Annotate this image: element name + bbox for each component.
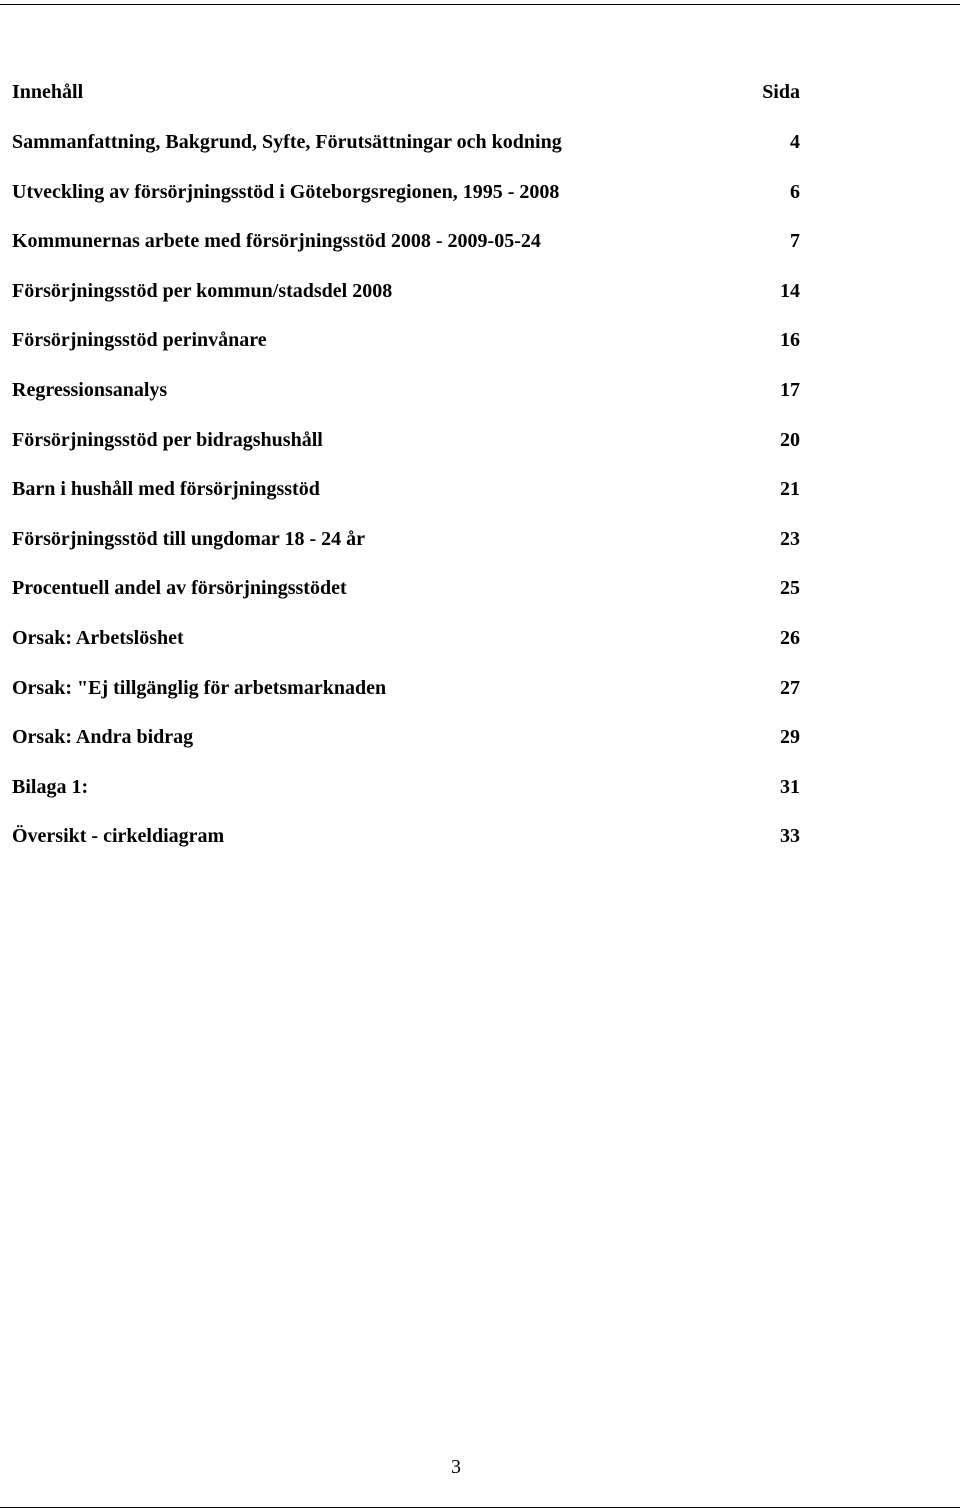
toc-entry[interactable] [12, 276, 800, 326]
toc-entry-title: Utveckling av försörjningsstöd i Göteborgsregionen, 1995 - 2008 [12, 180, 560, 203]
toc-entry-title: Försörjningsstöd per kommun/stadsdel 2008 [12, 279, 393, 302]
toc-entry-title: Försörjningsstöd per bidragshushåll [12, 428, 323, 451]
toc-entry-title: Kommunernas arbete med försörjningsstöd 2008 - 2009-05-24 [12, 230, 541, 253]
toc-entry-title: Försörjningsstöd till ungdomar 18 - 24 år [12, 527, 365, 550]
toc-entry-page: 14 [780, 279, 800, 302]
toc-entry-title: Regressionsanalys [12, 378, 168, 401]
toc-entry-title: Orsak: Arbetslöshet [12, 626, 184, 649]
toc-entry-page: 29 [780, 726, 800, 749]
toc-entry-page: 25 [780, 577, 800, 600]
bottom-rule [0, 1507, 960, 1508]
toc-entry[interactable] [12, 474, 800, 524]
toc-entry[interactable] [12, 772, 800, 822]
toc-page-heading: Sida [762, 81, 800, 103]
toc-entry[interactable] [12, 177, 800, 227]
toc-entry-page: 26 [780, 626, 800, 649]
toc-entry[interactable] [12, 722, 800, 772]
top-rule [0, 4, 960, 5]
toc-entry-page: 20 [780, 428, 800, 451]
toc-entry[interactable] [12, 425, 800, 475]
toc-entry[interactable] [12, 375, 800, 425]
toc-entry-page: 27 [780, 676, 800, 699]
toc-header [12, 77, 800, 127]
toc-entry-page: 23 [780, 527, 800, 550]
toc-entry-page: 7 [790, 230, 800, 253]
page-number: 3 [451, 1456, 461, 1478]
toc-entry-page: 33 [780, 825, 800, 848]
toc-heading: Innehåll [12, 81, 84, 103]
toc-entry[interactable] [12, 325, 800, 375]
table-of-contents [12, 77, 800, 871]
toc-entry-title: Bilaga 1: [12, 775, 89, 798]
toc-entry-page: 16 [780, 329, 800, 352]
toc-entry-title: Försörjningsstöd perinvånare [12, 329, 267, 352]
toc-entry-page: 31 [780, 775, 800, 798]
toc-entry-page: 21 [780, 478, 800, 501]
toc-entry-title: Orsak: Andra bidrag [12, 726, 194, 749]
toc-entry[interactable] [12, 821, 800, 871]
toc-entry-title: Översikt - cirkeldiagram [12, 825, 225, 848]
toc-entry-title: Procentuell andel av försörjningsstödet [12, 577, 347, 600]
toc-entry[interactable] [12, 573, 800, 623]
toc-entry-page: 17 [780, 378, 800, 401]
toc-entry-title: Barn i hushåll med försörjningsstöd [12, 478, 320, 501]
toc-entry[interactable] [12, 623, 800, 673]
toc-entry-title: Orsak: "Ej tillgänglig för arbetsmarknaden [12, 676, 387, 699]
toc-entry[interactable] [12, 127, 800, 177]
toc-entry-page: 6 [790, 180, 800, 203]
toc-entry[interactable] [12, 226, 800, 276]
toc-entry-page: 4 [790, 131, 800, 153]
toc-entry[interactable] [12, 673, 800, 723]
toc-entry-title: Sammanfattning, Bakgrund, Syfte, Förutsättningar och kodning [12, 131, 562, 153]
toc-entry[interactable] [12, 524, 800, 574]
